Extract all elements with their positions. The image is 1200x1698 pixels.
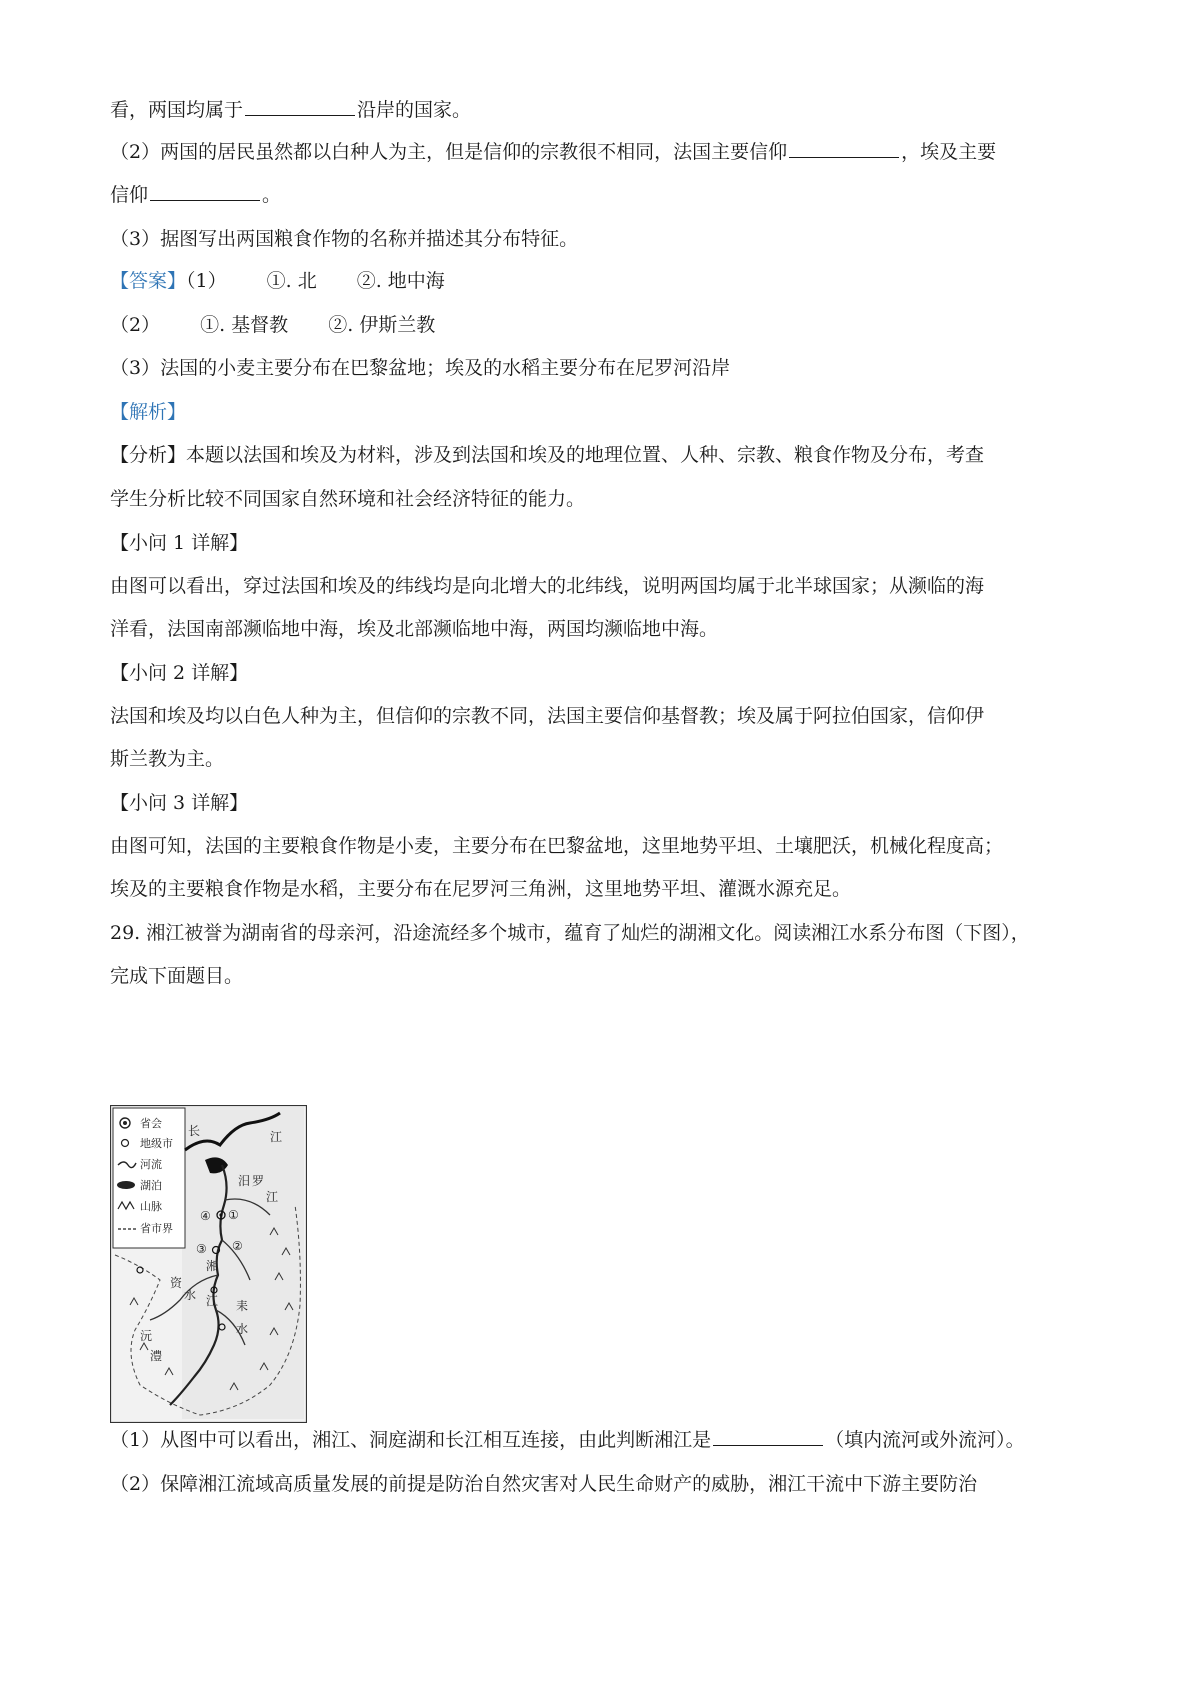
map-label-lei: 耒 — [236, 1299, 249, 1313]
answer-label: 【答案】 — [110, 270, 187, 292]
answer-line2 — [110, 310, 1100, 340]
text-segment: （填内流河或外流河）。 — [825, 1429, 1025, 1451]
text-segment: 看，两国均属于 — [110, 99, 244, 121]
q29-stem-1: 29. 湘江被誉为湖南省的母亲河，沿途流经多个城市，蕴育了灿烂的湖湘文化。阅读湘江水系分布图（下图）， — [110, 922, 1030, 944]
map-label-1: ① — [228, 1208, 239, 1222]
xiangjiang-map — [110, 1105, 307, 1423]
part-number: （2） — [110, 314, 161, 336]
answer-blank — [789, 137, 899, 158]
map-label-4: ④ — [200, 1209, 211, 1223]
legend-mountain: 山脉 — [140, 1200, 162, 1213]
map-label-xiang: 湘 — [206, 1259, 219, 1273]
text-segment: ，埃及主要 — [901, 141, 997, 163]
map-label-zi: 资 — [170, 1276, 183, 1290]
q28-q2-line1 — [110, 137, 1100, 167]
text-segment: 信仰 — [110, 184, 149, 206]
sub2-title: 【小问 2 详解】 — [110, 662, 249, 684]
answer-item: ②. 地中海 — [356, 270, 445, 292]
sub3-text-1: 由图可知，法国的主要粮食作物是小麦，主要分布在巴黎盆地，这里地势平坦、土壤肥沃，机械化程度高； — [110, 835, 1004, 857]
q29-stem-2: 完成下面题目。 — [110, 965, 244, 987]
legend-prefecture-city: 地级市 — [140, 1137, 173, 1150]
answer-line3: （3）法国的小麦主要分布在巴黎盆地；埃及的水稻主要分布在尼罗河沿岸 — [110, 357, 731, 379]
answer-item: ①. 北 — [266, 270, 317, 292]
sub1-title: 【小问 1 详解】 — [110, 532, 249, 554]
legend-provincial-capital: 省会 — [140, 1117, 162, 1130]
text-segment: （2）两国的居民虽然都以白种人为主，但是信仰的宗教很不相同，法国主要信仰 — [110, 141, 788, 163]
q29-q2: （2）保障湘江流域高质量发展的前提是防治自然灾害对人民生命财产的威胁，湘江干流中下游主要防治 — [110, 1473, 978, 1495]
analysis-fenxi-1: 【分析】本题以法国和埃及为材料，涉及到法国和埃及的地理位置、人种、宗教、粮食作物及分布，考查 — [110, 444, 985, 466]
legend-lake: 湖泊 — [140, 1179, 162, 1192]
analysis-label: 【解析】 — [110, 401, 187, 423]
answer-blank — [713, 1425, 823, 1446]
map-label-shui-2: 水 — [236, 1322, 249, 1336]
answer-item: ①. 基督教 — [200, 314, 289, 336]
sub2-text-2: 斯兰教为主。 — [110, 748, 225, 770]
map-label-luo: 罗 — [252, 1174, 265, 1188]
sub3-text-2: 埃及的主要粮食作物是水稻，主要分布在尼罗河三角洲，这里地势平坦、灌溉水源充足。 — [110, 878, 852, 900]
map-label-mi: 汨 — [238, 1174, 251, 1188]
q28-q3: （3）据图写出两国粮食作物的名称并描述其分布特征。 — [110, 228, 579, 250]
map-label-3: ③ — [196, 1242, 207, 1256]
sub1-text-2: 洋看，法国南部濒临地中海，埃及北部濒临地中海，两国均濒临地中海。 — [110, 618, 719, 640]
map-label-shui-1: 水 — [184, 1288, 197, 1302]
map-label-2: ② — [232, 1239, 243, 1253]
answer-line1 — [110, 266, 1100, 296]
answer-item: ②. 伊斯兰教 — [328, 314, 436, 336]
text-segment: 沿岸的国家。 — [357, 99, 472, 121]
map-label-chang: 长 — [188, 1124, 201, 1138]
answer-blank — [150, 180, 260, 201]
sub2-text-1: 法国和埃及均以白色人种为主，但信仰的宗教不同，法国主要信仰基督教；埃及属于阿拉伯国家，信仰伊 — [110, 705, 985, 727]
analysis-fenxi-2: 学生分析比较不同国家自然环境和社会经济特征的能力。 — [110, 488, 586, 510]
map-label-jiang-1: 江 — [270, 1130, 283, 1144]
map-label-jiang-3: 江 — [206, 1294, 219, 1308]
text-segment: 。 — [262, 184, 282, 206]
map-label-yuan: 沅 — [140, 1329, 153, 1343]
map-svg — [110, 1105, 307, 1423]
sub3-title: 【小问 3 详解】 — [110, 792, 249, 814]
map-label-jiang-2: 江 — [266, 1190, 279, 1204]
part-number: （1） — [186, 270, 227, 292]
answer-blank — [245, 95, 355, 116]
legend-river: 河流 — [140, 1158, 162, 1171]
q28-q2-line2 — [110, 180, 1100, 210]
q28-line1 — [110, 95, 1100, 125]
sub1-text-1: 由图可以看出，穿过法国和埃及的纬线均是向北增大的北纬线，说明两国均属于北半球国家；从濒临的海 — [110, 575, 985, 597]
map-label-li: 澧 — [150, 1349, 163, 1363]
q29-q1 — [110, 1425, 1100, 1455]
legend-boundary: 省市界 — [140, 1222, 173, 1235]
text-segment: （1）从图中可以看出，湘江、洞庭湖和长江相互连接，由此判断湘江是 — [110, 1429, 712, 1451]
